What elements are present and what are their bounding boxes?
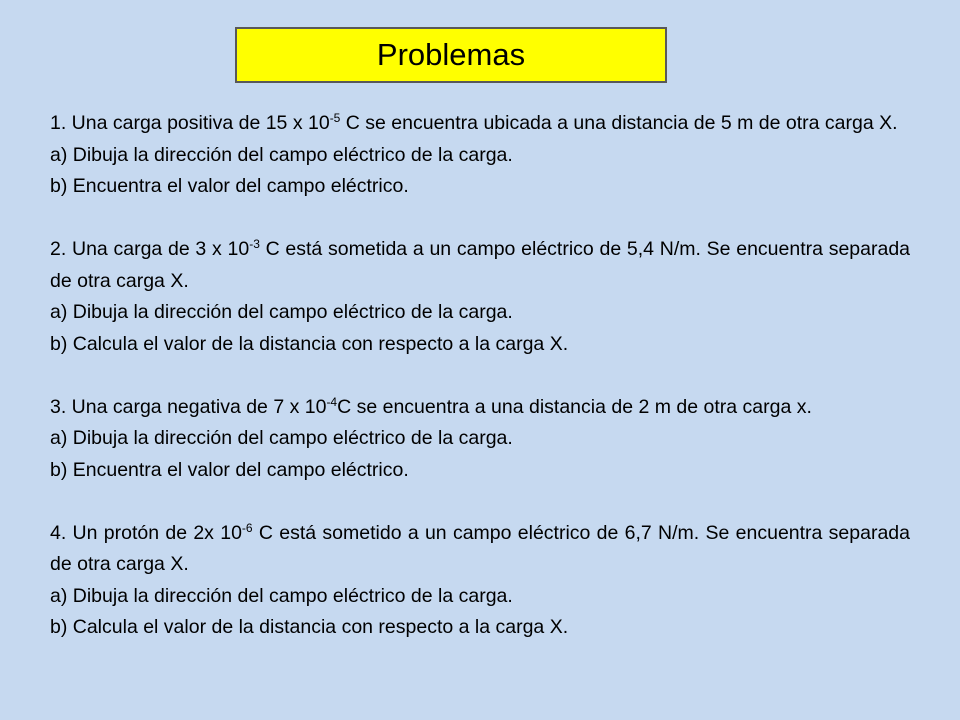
- part-b: b) Encuentra el valor del campo eléctrico.: [50, 175, 409, 197]
- statement-text: C se encuentra a una distancia de 2 m de otra carga x.: [337, 395, 812, 418]
- problem-statement: [50, 392, 910, 424]
- statement-text: C está sometido a un campo eléctrico de 6,7 N/m. Se encuentra separada de otra carga X.: [50, 521, 910, 575]
- problem-statement: [50, 108, 910, 140]
- statement-text: 2. Una carga de 3 x 10: [50, 238, 250, 260]
- part-a: a) Dibuja la dirección del campo eléctrico de la carga.: [50, 301, 513, 323]
- exponent: -6: [241, 520, 253, 535]
- part-b: b) Calcula el valor de la distancia con respecto a la carga X.: [50, 616, 569, 638]
- exponent: -5: [329, 111, 341, 125]
- part-a: a) Dibuja la dirección del campo eléctrico de la carga.: [50, 427, 513, 449]
- part-b: b) Calcula el valor de la distancia con respecto a la carga X.: [50, 332, 569, 355]
- problem-statement: [50, 518, 910, 581]
- statement-text: 3. Una carga negativa de 7 x 10: [50, 395, 327, 418]
- part-a: a) Dibuja la dirección del campo eléctrico de la carga.: [50, 143, 513, 166]
- part-b: b) Encuentra el valor del campo eléctrico.: [50, 458, 409, 481]
- problem-2: [50, 234, 910, 360]
- statement-text: C se encuentra ubicada a una distancia de 5 m de otra carga X.: [340, 112, 898, 134]
- problem-statement: [50, 234, 910, 297]
- statement-text: C está sometida a un campo eléctrico de 5,4 N/m. Se encuentra separada de otra carga X.: [50, 238, 911, 292]
- exponent: -3: [249, 237, 260, 251]
- problem-1: [50, 108, 910, 203]
- statement-text: 1. Una carga positiva de 15 x 10: [50, 112, 330, 134]
- problem-list: [50, 108, 910, 644]
- problem-4: [50, 518, 910, 644]
- title-banner: [235, 27, 667, 83]
- statement-text: 4. Un protón de 2x 10: [50, 521, 242, 544]
- page-title: Problemas: [376, 37, 526, 72]
- part-a: a) Dibuja la dirección del campo eléctrico de la carga.: [50, 584, 513, 607]
- exponent: -4: [326, 394, 338, 409]
- problem-3: [50, 392, 910, 487]
